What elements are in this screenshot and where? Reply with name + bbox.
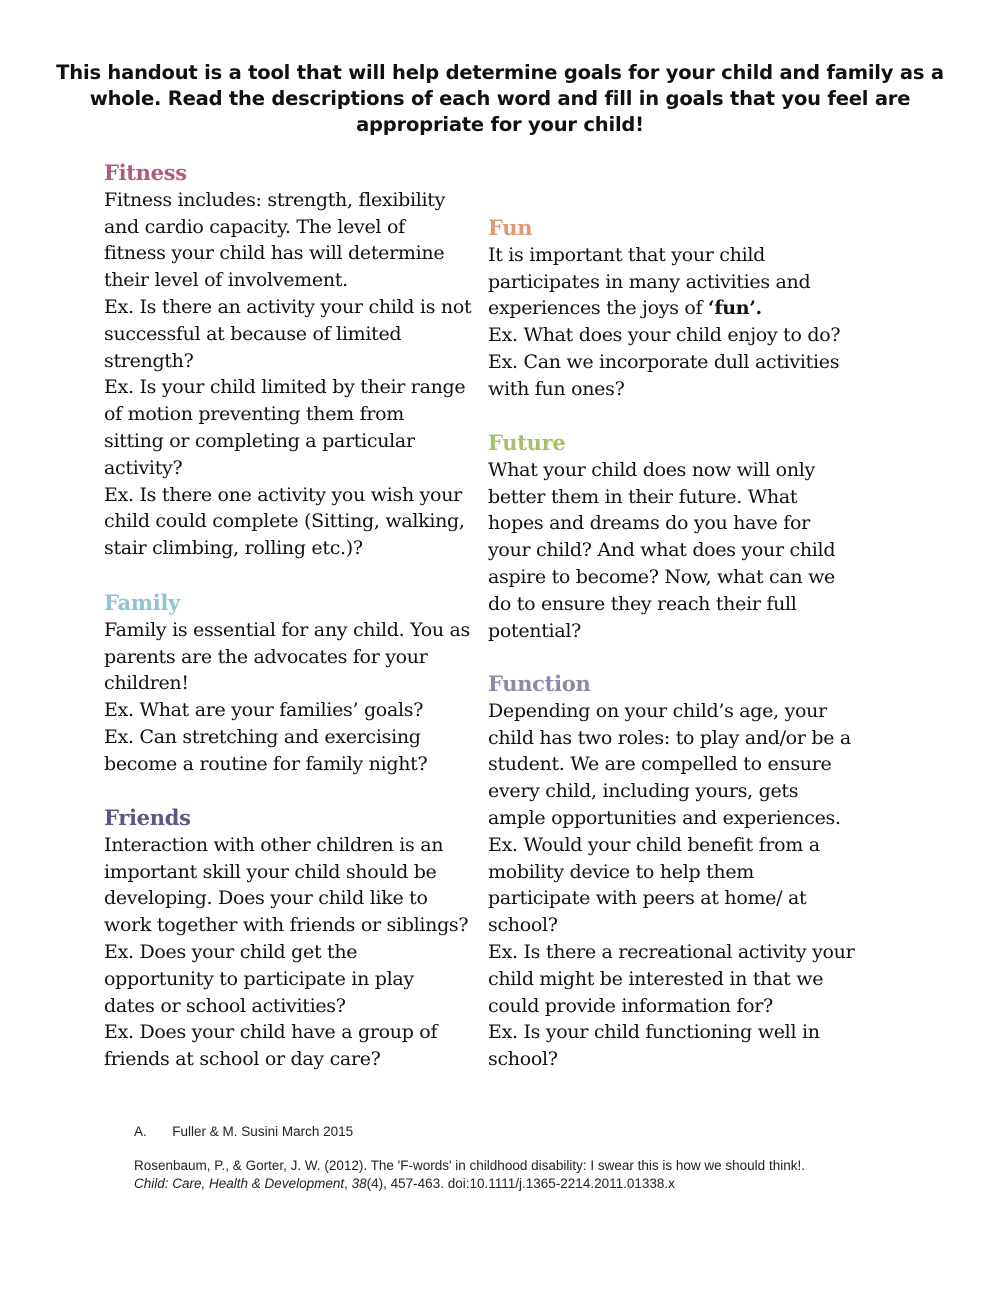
body-line — [488, 295, 888, 322]
section-title-fun: Fun — [488, 215, 533, 240]
body-line: strength? — [104, 349, 194, 372]
body-line: hopes and dreams do you have for — [488, 512, 810, 535]
body-line: Ex. Is your child limited by their range — [104, 376, 466, 399]
body-line-text: experiences the joys of — [488, 297, 709, 320]
body-line: It is important that your child — [488, 243, 765, 266]
body-line: important skill your child should be — [104, 860, 437, 883]
body-line: sitting or completing a particular — [104, 429, 415, 452]
body-line: could provide information for? — [488, 994, 773, 1017]
section-body-friends — [104, 832, 504, 1073]
authors-marker: A. — [134, 1124, 147, 1139]
body-line: their level of involvement. — [104, 269, 348, 292]
body-line: every child, including yours, gets — [488, 780, 799, 803]
section-body-fun-after — [488, 322, 888, 402]
body-line: Ex. Is there an activity your child is not — [104, 295, 472, 318]
body-line: parents are the advocates for your — [104, 645, 428, 668]
body-line: of motion preventing them from — [104, 403, 404, 426]
section-title-function: Function — [488, 671, 591, 696]
body-line: school? — [488, 914, 558, 937]
reference-line-1: Rosenbaum, P., & Gorter, J. W. (2012). The 'F-words' in childhood disability: I swear this is how we should think!. — [134, 1158, 805, 1173]
body-line: aspire to become? Now, what can we — [488, 565, 835, 588]
body-line: child has two roles: to play and/or be a — [488, 726, 851, 749]
body-line: Ex. Does your child have a group of — [104, 1021, 438, 1044]
body-line: work together with friends or siblings? — [104, 914, 469, 937]
body-line: Interaction with other children is an — [104, 833, 444, 856]
body-line: activity? — [104, 456, 183, 479]
reference-volume: 38 — [351, 1176, 367, 1191]
body-line: successful at because of limited — [104, 322, 402, 345]
body-line: developing. Does your child like to — [104, 887, 428, 910]
body-line: Ex. Can we incorporate dull activities — [488, 350, 840, 373]
body-line: participate with peers at home/ at — [488, 887, 807, 910]
body-line: Family is essential for any child. You as — [104, 618, 471, 641]
body-line: Depending on your child’s age, your — [488, 699, 827, 722]
section-body-family — [104, 617, 504, 778]
body-line: participates in many activities and — [488, 270, 811, 293]
body-line: fitness your child has will determine — [104, 242, 445, 265]
authors-text: Fuller & M. Susini March 2015 — [172, 1124, 354, 1139]
body-line: Ex. Is there a recreational activity your — [488, 940, 855, 963]
section-title-future: Future — [488, 430, 566, 455]
body-line: your child? And what does your child — [488, 539, 836, 562]
body-line: do to ensure they reach their full — [488, 592, 797, 615]
body-line: Ex. Can stretching and exercising — [104, 725, 421, 748]
body-line: child might be interested in that we — [488, 967, 824, 990]
body-line: school? — [488, 1048, 558, 1071]
section-fitness — [104, 160, 504, 562]
section-title-friends: Friends — [104, 805, 191, 830]
body-line: and cardio capacity. The level of — [104, 215, 405, 238]
body-line: What your child does now will only — [488, 458, 815, 481]
body-line: opportunity to participate in play — [104, 967, 414, 990]
body-line: Ex. Would your child benefit from a — [488, 833, 820, 856]
body-line: stair climbing, rolling etc.)? — [104, 537, 363, 560]
body-line: Fitness includes: strength, flexibility — [104, 188, 446, 211]
intro-text: This handout is a tool that will help determine goals for your child and family as a whole. Read the descriptions of each word and fill in goals that you feel are appropriate for your child! — [56, 61, 944, 136]
fun-emphasis: ‘fun’. — [708, 297, 762, 320]
body-line: Ex. Does your child get the — [104, 940, 358, 963]
reference-line-2 — [134, 1175, 914, 1193]
body-line: Ex. What does your child enjoy to do? — [488, 324, 841, 347]
body-line: children! — [104, 672, 189, 695]
body-line: Ex. What are your families’ goals? — [104, 699, 424, 722]
section-body-future — [488, 457, 888, 645]
body-line: child could complete (Sitting, walking, — [104, 510, 465, 533]
body-line: Ex. Is your child functioning well in — [488, 1021, 820, 1044]
body-line: dates or school activities? — [104, 994, 346, 1017]
body-line: potential? — [488, 619, 582, 642]
section-body-function — [488, 698, 888, 1073]
section-future — [488, 430, 888, 644]
section-body-fitness — [104, 187, 504, 562]
section-fun — [488, 215, 888, 403]
body-line: become a routine for family night? — [104, 752, 428, 775]
section-friends — [104, 805, 504, 1073]
reference-rest: (4), 457-463. doi:10.1111/j.1365-2214.2011.01338.x — [366, 1176, 675, 1191]
footer-reference — [134, 1157, 914, 1193]
body-line: ample opportunities and experiences. — [488, 806, 841, 829]
body-line: Ex. Is there one activity you wish your — [104, 483, 462, 506]
footer-authors — [134, 1123, 353, 1141]
section-family — [104, 590, 504, 778]
section-body-fun — [488, 242, 888, 322]
section-function — [488, 671, 888, 1073]
body-line: student. We are compelled to ensure — [488, 753, 832, 776]
body-line: mobility device to help them — [488, 860, 755, 883]
body-line: friends at school or day care? — [104, 1048, 381, 1071]
section-title-fitness: Fitness — [104, 160, 187, 185]
body-line: with fun ones? — [488, 377, 625, 400]
body-line: better them in their future. What — [488, 485, 798, 508]
reference-journal: Child: Care, Health & Development — [134, 1176, 345, 1191]
section-title-family: Family — [104, 590, 180, 615]
reference-sep: , — [344, 1176, 352, 1191]
